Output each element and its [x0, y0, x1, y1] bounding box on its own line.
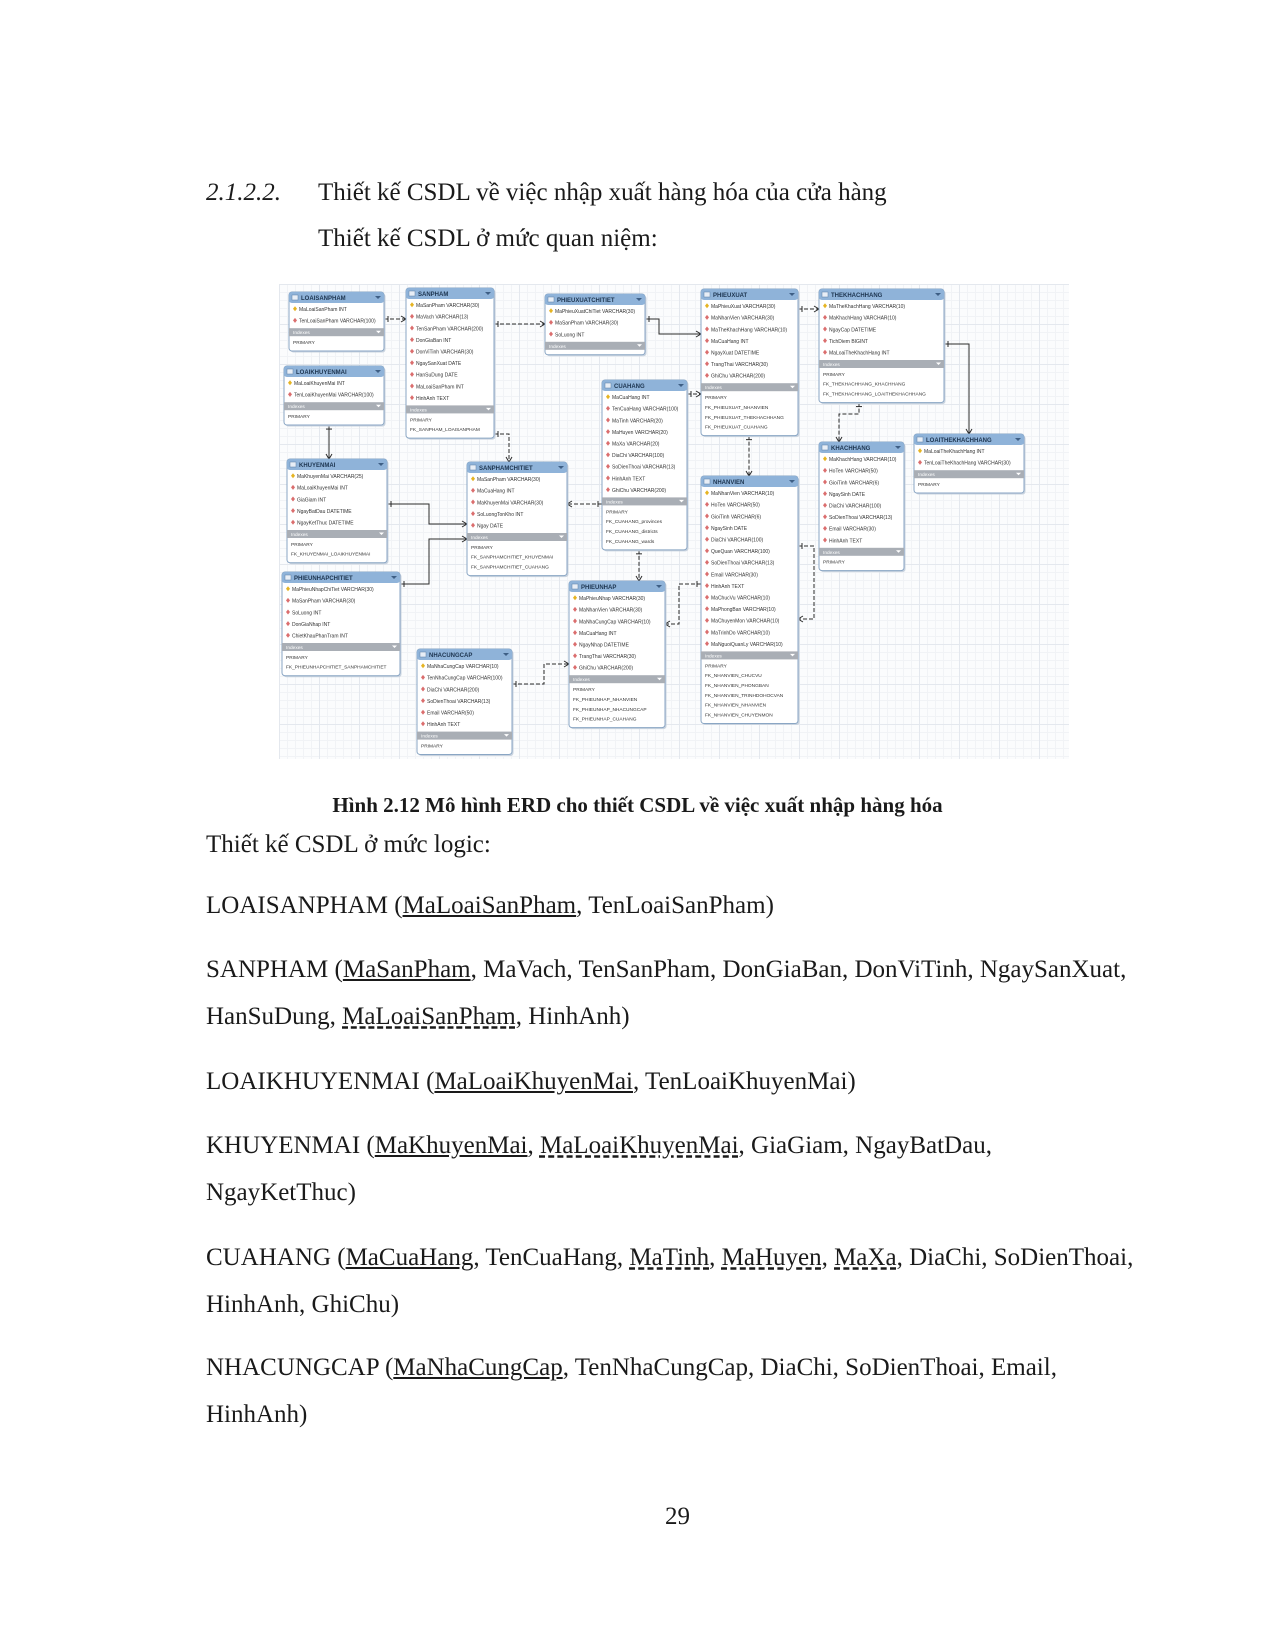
index-key: PRIMARY	[410, 418, 432, 424]
index-key: FK_KHUYENMAI_LOAIKHUYENMAI	[291, 552, 371, 558]
relation-attributes: , GiaGiam, NgayBatDau, NgayKetThuc)	[206, 1132, 992, 1206]
relation-name: SANPHAM (	[206, 956, 343, 983]
indexes-label: Indexes	[573, 678, 590, 684]
index-key: PRIMARY	[573, 688, 595, 694]
table-name: LOAITHEKHACHHANG	[926, 438, 992, 444]
indexes-label: Indexes	[410, 408, 427, 414]
relation-loaisanpham	[206, 882, 1136, 929]
foreign-key: MaLoaiSanPham	[342, 1003, 516, 1030]
column-label: GhiChu VARCHAR(200)	[711, 373, 766, 380]
relation-attributes: , MaVach, TenSanPham, DonGiaBan, DonViTinh, NgaySanXuat, HanSuDung,	[206, 956, 1127, 1030]
table-name: LOAIKHUYENMAI	[296, 370, 347, 376]
column-label: SoDienThoai VARCHAR(13)	[612, 464, 676, 471]
column-label: GioiTinh VARCHAR(6)	[711, 514, 762, 521]
column-label: MaPhieuXuat VARCHAR(30)	[711, 304, 776, 311]
table-name: PHIEUNHAP	[581, 585, 617, 591]
relationship-nhanvien-self	[798, 546, 814, 619]
indexes-label: Indexes	[286, 646, 303, 651]
column-label: MaSanPham VARCHAR(30)	[477, 477, 541, 484]
table-name: PHIEUXUAT	[713, 293, 748, 299]
index-key: FK_PHIEUNHAP_CUAHANG	[573, 717, 637, 723]
column-label: MaNhanVien VARCHAR(30)	[579, 607, 643, 614]
indexes-label: Indexes	[705, 386, 722, 392]
column-label: MaTinh VARCHAR(20)	[612, 418, 663, 425]
relation-name: CUAHANG (	[206, 1244, 346, 1271]
relation-sanpham	[206, 946, 1136, 1040]
relation-cuahang	[206, 1234, 1136, 1328]
table-name: KHACHHANG	[831, 446, 871, 452]
column-label: HanSuDung DATE	[416, 372, 458, 379]
table-icon	[292, 295, 298, 300]
table-name: PHIEUNHAPCHITIET	[294, 576, 353, 582]
column-label: TenLoaiKhuyenMai VARCHAR(100)	[294, 392, 374, 399]
primary-key: MaNhaCungCap	[393, 1354, 563, 1381]
column-label: NgaySanXuat DATE	[416, 361, 462, 368]
column-label: MaPhieuXuatChiTiet VARCHAR(30)	[555, 309, 636, 316]
indexes-label: Indexes	[291, 533, 308, 538]
column-label: MaNhaCungCap VARCHAR(10)	[579, 619, 651, 626]
primary-key: MaSanPham	[342, 956, 471, 983]
column-label: MaLoaiSanPham INT	[299, 307, 347, 314]
column-label: MaTheKhachHang VARCHAR(10)	[711, 327, 788, 334]
column-label: SoDienThoai VARCHAR(13)	[711, 560, 775, 567]
relation-name: NHACUNGCAP (	[206, 1354, 394, 1381]
column-label: TenSanPham VARCHAR(200)	[416, 326, 484, 333]
column-label: TenCuaHang VARCHAR(100)	[612, 406, 679, 413]
erd-table-khachhang	[819, 442, 906, 572]
indexes-label: Indexes	[918, 473, 935, 479]
index-key: FK_PHIEUXUAT_THEKHACHHANG	[705, 415, 784, 421]
index-key: FK_PHIEUXUAT_NHANVIEN	[705, 405, 769, 411]
column-label: SoDienThoai VARCHAR(13)	[427, 698, 491, 705]
column-label: Ngay DATE	[477, 523, 504, 530]
column-label: ChietKhauPhanTram INT	[292, 633, 348, 640]
index-key: FK_THEKHACHHANG_LOAITHEKHACHHANG	[823, 392, 926, 398]
index-key: PRIMARY	[705, 664, 727, 670]
index-key: PRIMARY	[823, 372, 845, 378]
column-label: MaNhanVien VARCHAR(30)	[711, 315, 775, 322]
relation-attributes: , TenNhaCungCap, DiaChi, SoDienThoai, Email, HinhAnh)	[206, 1354, 1057, 1428]
column-label: NgayBatDau DATETIME	[297, 508, 352, 515]
table-icon	[917, 437, 923, 442]
relation-khuyenmai	[206, 1122, 1136, 1216]
primary-key: MaLoaiKhuyenMai	[434, 1068, 633, 1095]
erd-table-nhanvien	[701, 476, 800, 725]
table-icon	[290, 462, 296, 467]
erd-table-loaisanpham	[289, 292, 386, 353]
index-key: PRIMARY	[823, 560, 845, 566]
logic-design-label: Thiết kế CSDL ở mức logic:	[206, 831, 491, 858]
column-label: MaPhieuNhap VARCHAR(30)	[579, 596, 646, 603]
column-label: TrangThai VARCHAR(30)	[711, 362, 768, 369]
column-label: HoTen VARCHAR(50)	[829, 468, 878, 475]
column-label: TenLoaiTheKhachHang VARCHAR(30)	[924, 460, 1011, 467]
column-label: MaKhachHang VARCHAR(10)	[829, 315, 897, 322]
section-title: Thiết kế CSDL về việc nhập xuất hàng hóa của cửa hàng	[318, 179, 887, 206]
table-icon	[285, 575, 291, 580]
indexes-label: Indexes	[293, 331, 310, 337]
erd-table-phieunhap	[569, 581, 667, 729]
erd-tables	[282, 288, 1026, 756]
index-key: PRIMARY	[286, 655, 308, 661]
index-key: PRIMARY	[606, 510, 628, 516]
index-key: PRIMARY	[293, 341, 315, 347]
relation-loaikhuyenmai	[206, 1058, 1136, 1105]
figure-caption: Hình 2.12 Mô hình ERD cho thiết CSDL về việc xuất nhập hàng hóa	[332, 793, 943, 817]
index-key: PRIMARY	[705, 396, 727, 402]
relation-attributes: , HinhAnh)	[515, 1003, 630, 1030]
relationship-phieuxuatchitiet-phieuxuat	[645, 319, 701, 334]
erd-table-loaithekhachhang	[914, 434, 1026, 495]
table-name: NHANVIEN	[713, 480, 745, 486]
table-icon	[605, 383, 611, 388]
table-name: THEKHACHHANG	[831, 293, 883, 299]
table-icon	[409, 291, 415, 296]
column-label: MaKhuyenMai VARCHAR(25)	[297, 474, 364, 481]
page-number: 29	[665, 1503, 690, 1530]
column-label: DonViTinh VARCHAR(30)	[416, 349, 474, 356]
relationship-khuyenmai-sanphamchitiet	[387, 504, 467, 524]
indexes-label: Indexes	[823, 363, 840, 368]
table-icon	[822, 445, 828, 450]
index-key: FK_THEKHACHHANG_KHACHHANG	[823, 382, 906, 388]
column-label: HinhAnh TEXT	[416, 395, 450, 402]
index-key: FK_PHIEUNHAPCHITIET_SANPHAMCHITIET	[286, 665, 387, 671]
index-key: PRIMARY	[421, 744, 443, 750]
column-label: GioiTinh VARCHAR(6)	[829, 480, 880, 487]
column-label: MaKhuyenMai VARCHAR(30)	[477, 500, 544, 507]
relation-name: LOAISANPHAM (	[206, 892, 403, 919]
separator: ,	[527, 1132, 540, 1159]
relation-nhacungcap	[206, 1344, 1136, 1438]
index-key: FK_PHIEUNHAP_NHANVIEN	[573, 697, 638, 703]
column-label: MaTrinhDo VARCHAR(10)	[711, 630, 770, 637]
table-icon	[548, 297, 554, 302]
relationship-thekhachhang-loaithekhachhang	[944, 344, 969, 434]
column-label: DonGiaBan INT	[416, 337, 452, 344]
column-label: DiaChi VARCHAR(100)	[711, 537, 764, 544]
primary-key: MaCuaHang	[345, 1244, 474, 1271]
table-icon	[420, 652, 426, 657]
relationship-nhanvien-phieunhap	[665, 584, 701, 624]
column-label: MaLoaiKhuyenMai INT	[294, 381, 345, 388]
column-label: TenNhaCungCap VARCHAR(100)	[427, 675, 503, 682]
column-label: MaLoaiSanPham INT	[416, 384, 464, 391]
column-label: DiaChi VARCHAR(200)	[427, 687, 480, 694]
column-label: MaSanPham VARCHAR(30)	[555, 320, 619, 327]
column-label: DiaChi VARCHAR(100)	[612, 453, 665, 460]
index-key: FK_PHIEUNHAP_NHACUNGCAP	[573, 707, 647, 713]
table-name: CUAHANG	[614, 384, 645, 390]
column-label: TrangThai VARCHAR(30)	[579, 654, 636, 661]
indexes-label: Indexes	[471, 536, 488, 541]
table-icon	[572, 584, 578, 589]
column-label: NgayCap DATETIME	[829, 327, 877, 334]
column-label: MaXa VARCHAR(20)	[612, 441, 660, 448]
relationship-nhacungcap-phieunhap	[512, 664, 569, 684]
column-label: MaCuaHang INT	[477, 488, 515, 495]
erd-canvas	[279, 284, 1069, 759]
column-label: NgayXuat DATETIME	[711, 350, 760, 357]
column-label: NgayKetThuc DATETIME	[297, 520, 354, 527]
index-key: FK_SANPHAMCHITIET_KHUYENMAI	[471, 555, 554, 561]
concept-design-label: Thiết kế CSDL ở mức quan niệm:	[318, 225, 658, 252]
column-label: TenLoaiSanPham VARCHAR(100)	[299, 318, 376, 325]
column-label: HinhAnh TEXT	[427, 722, 461, 729]
column-label: HinhAnh TEXT	[829, 538, 863, 545]
column-label: MaCuaHang INT	[711, 338, 749, 345]
erd-table-thekhachhang	[819, 289, 946, 404]
primary-key: MaKhuyenMai	[374, 1132, 528, 1159]
column-label: MaTheKhachHang VARCHAR(10)	[829, 304, 906, 311]
column-label: MaLoaiTheKhachHang INT	[924, 449, 985, 456]
indexes-label: Indexes	[606, 500, 623, 506]
column-label: MaPhieuNhapChiTiet VARCHAR(30)	[292, 587, 374, 594]
column-label: DiaChi VARCHAR(100)	[829, 503, 882, 510]
column-label: SoLuongTonKho INT	[477, 511, 524, 518]
separator: ,	[821, 1244, 835, 1271]
column-label: MaChuyenMon VARCHAR(10)	[711, 618, 780, 625]
column-label: GiaGiam INT	[297, 497, 327, 504]
index-key: FK_SANPHAM_LOAISANPHAM	[410, 428, 480, 434]
relation-name: KHUYENMAI (	[206, 1132, 375, 1159]
column-label: NgaySinh DATE	[829, 491, 866, 498]
index-key: FK_NHANVIEN_PHONGBAN	[705, 683, 769, 689]
erd-table-phieuxuatchitiet	[545, 294, 647, 356]
index-key: FK_NHANVIEN_TRINHDOHOCVAN	[705, 693, 784, 699]
column-label: Email VARCHAR(30)	[829, 526, 876, 533]
separator: ,	[709, 1244, 722, 1271]
column-label: NgayNhap DATETIME	[579, 642, 629, 649]
column-label: MaHuyen VARCHAR(20)	[612, 429, 668, 436]
column-label: HoTen VARCHAR(50)	[711, 502, 760, 509]
column-label: MaKhachHang VARCHAR(10)	[829, 457, 897, 464]
column-label: MaLoaiTheKhachHang INT	[829, 350, 890, 357]
relation-name: LOAIKHUYENMAI (	[206, 1068, 435, 1095]
index-key: FK_SANPHAMCHITIET_CUAHANG	[471, 565, 549, 571]
table-name: LOAISANPHAM	[301, 296, 346, 302]
index-key: FK_NHANVIEN_CHUCVU	[705, 674, 762, 680]
erd-table-khuyenmai	[287, 459, 389, 564]
index-key: FK_CUAHANG_wards	[606, 539, 655, 545]
column-label: SoLuong INT	[555, 332, 585, 339]
column-label: HinhAnh TEXT	[612, 476, 646, 483]
column-label: DonGiaNhap INT	[292, 621, 331, 628]
foreign-key: MaXa	[834, 1244, 897, 1271]
index-key: FK_NHANVIEN_NHANVIEN	[705, 703, 767, 709]
column-label: QueQuan VARCHAR(100)	[711, 549, 770, 556]
column-label: MaSanPham VARCHAR(30)	[416, 303, 480, 310]
indexes-label: Indexes	[421, 734, 438, 740]
relation-attributes: , DiaChi, SoDienThoai, HinhAnh, GhiChu)	[206, 1244, 1134, 1318]
foreign-key: MaLoaiKhuyenMai	[539, 1132, 739, 1159]
column-label: Email VARCHAR(50)	[427, 710, 474, 717]
erd-table-loaikhuyenmai	[284, 366, 386, 427]
column-label: MaLoaiKhuyenMai INT	[297, 485, 348, 492]
column-label: MaNhaCungCap VARCHAR(10)	[427, 664, 499, 671]
column-label: MaCuaHang INT	[612, 395, 650, 402]
indexes-label: Indexes	[288, 405, 305, 411]
foreign-key: MaTinh	[629, 1244, 710, 1271]
erd-table-sanpham	[406, 288, 496, 440]
column-label: GhiChu VARCHAR(200)	[579, 665, 634, 672]
primary-key: MaLoaiSanPham	[402, 892, 577, 919]
column-label: MaVach VARCHAR(13)	[416, 314, 469, 321]
column-label: Email VARCHAR(30)	[711, 572, 758, 579]
erd-table-phieunhapchitiet	[282, 572, 402, 677]
relationship-thekhachhang-khachhang	[839, 403, 859, 442]
indexes-label: Indexes	[705, 654, 722, 660]
table-name: NHACUNGCAP	[429, 653, 473, 659]
relation-attributes: , TenCuaHang,	[473, 1244, 630, 1271]
column-label: MaSanPham VARCHAR(30)	[292, 598, 356, 605]
index-key: FK_NHANVIEN_CHUYENMON	[705, 713, 773, 719]
column-label: HinhAnh TEXT	[711, 583, 745, 590]
index-key: FK_PHIEUXUAT_CUAHANG	[705, 425, 768, 431]
table-name: SANPHAM	[418, 292, 449, 298]
erd-table-cuahang	[602, 380, 689, 551]
column-label: SoDienThoai VARCHAR(13)	[829, 515, 893, 522]
table-name: PHIEUXUATCHITIET	[557, 298, 615, 304]
section-number: 2.1.2.2.	[206, 179, 281, 206]
column-label: GhiChu VARCHAR(200)	[612, 487, 667, 494]
column-label: MaCuaHang INT	[579, 630, 617, 637]
index-key: FK_CUAHANG_provinces	[606, 520, 662, 526]
column-label: MaNhanVien VARCHAR(10)	[711, 491, 775, 498]
erd-table-sanphamchitiet	[467, 462, 569, 577]
table-icon	[704, 292, 710, 297]
table-icon	[287, 369, 293, 374]
foreign-key: MaHuyen	[721, 1244, 822, 1271]
erd-diagram	[279, 284, 1069, 759]
relationship-phieunhapchitiet-sanphamchitiet	[400, 539, 467, 584]
indexes-label: Indexes	[549, 344, 566, 350]
index-key: FK_CUAHANG_districts	[606, 529, 658, 535]
erd-table-phieuxuat	[701, 289, 800, 437]
relation-attributes: , TenLoaiSanPham)	[576, 892, 774, 919]
column-label: MaNguoiQuanLy VARCHAR(10)	[711, 641, 783, 648]
table-icon	[822, 292, 828, 297]
column-label: TichDiem BIGINT	[829, 338, 868, 345]
table-icon	[704, 479, 710, 484]
relation-attributes: , TenLoaiKhuyenMai)	[633, 1068, 856, 1095]
table-name: KHUYENMAI	[299, 463, 336, 469]
index-key: PRIMARY	[288, 415, 310, 421]
column-label: NgaySinh DATE	[711, 525, 748, 532]
index-key: PRIMARY	[918, 483, 940, 489]
column-label: MaPhongBan VARCHAR(10)	[711, 607, 776, 614]
index-key: PRIMARY	[471, 545, 493, 551]
table-name: SANPHAMCHITIET	[479, 466, 533, 472]
erd-table-nhacungcap	[417, 649, 514, 756]
indexes-label: Indexes	[823, 550, 840, 556]
table-icon	[470, 465, 476, 470]
column-label: SoLuong INT	[292, 610, 322, 617]
column-label: MaChucVu VARCHAR(10)	[711, 595, 770, 602]
index-key: PRIMARY	[291, 542, 313, 548]
